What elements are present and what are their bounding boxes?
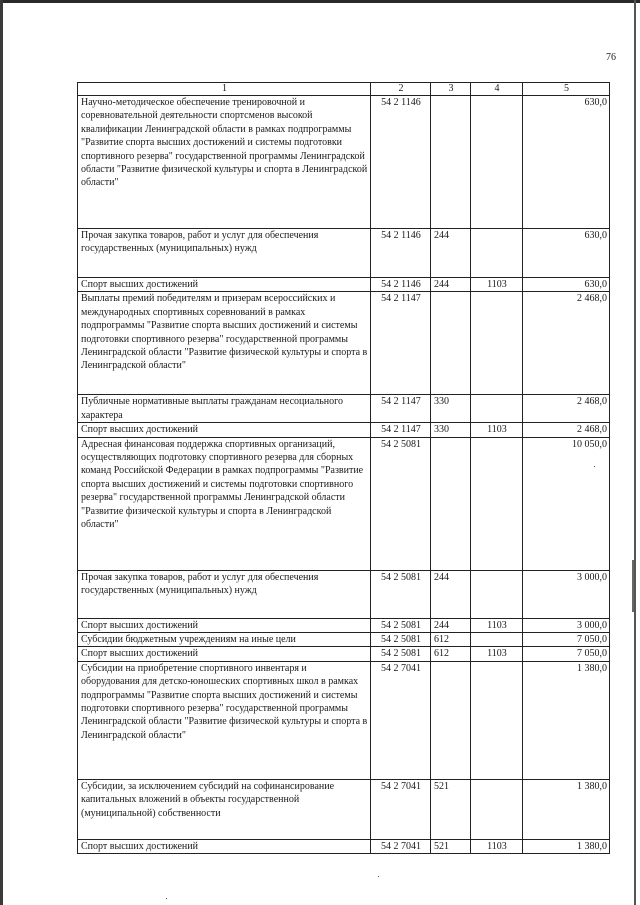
row-name: Публичные нормативные выплаты гражданам несоциального характера bbox=[78, 395, 371, 423]
table-row bbox=[78, 292, 610, 395]
row-target-code: 54 2 5081 bbox=[371, 633, 431, 647]
row-section bbox=[471, 229, 523, 278]
row-expense-type: 244 bbox=[431, 229, 471, 278]
row-amount: 2 468,0 bbox=[523, 395, 610, 423]
row-amount: 3 000,0 bbox=[523, 618, 610, 632]
row-expense-type: 521 bbox=[431, 779, 471, 839]
row-amount: 1 380,0 bbox=[523, 661, 610, 779]
row-name: Прочая закупка товаров, работ и услуг для обеспечения государственных (муниципальных) нужд bbox=[78, 229, 371, 278]
row-expense-type: 612 bbox=[431, 633, 471, 647]
row-section: 1103 bbox=[471, 618, 523, 632]
row-target-code: 54 2 5081 bbox=[371, 647, 431, 661]
row-expense-type bbox=[431, 437, 471, 570]
table-row bbox=[78, 779, 610, 839]
scan-artifact-mark bbox=[632, 560, 634, 612]
row-expense-type: 330 bbox=[431, 395, 471, 423]
row-name: Спорт высших достижений bbox=[78, 618, 371, 632]
scan-speck bbox=[166, 898, 167, 899]
scan-speck bbox=[378, 876, 379, 877]
table-row bbox=[78, 570, 610, 618]
row-section: 1103 bbox=[471, 423, 523, 437]
row-amount: 10 050,0 bbox=[523, 437, 610, 570]
row-amount: 1 380,0 bbox=[523, 839, 610, 853]
row-target-code: 54 2 5081 bbox=[371, 437, 431, 570]
row-target-code: 54 2 7041 bbox=[371, 839, 431, 853]
row-amount: 630,0 bbox=[523, 229, 610, 278]
row-amount: 1 380,0 bbox=[523, 779, 610, 839]
row-expense-type bbox=[431, 661, 471, 779]
row-name: Адресная финансовая поддержка спортивных организаций, осуществляющих подготовку спортивного резерва для сборных команд Российской Федерации в рамках подпрограммы "Развитие спорта высших достижений и системы подготовки спортивного резерва" государственной программы Ленинградской области "Развитие физической культуры и спорта в Ленинградской области" bbox=[78, 437, 371, 570]
column-header-expense-type: 3 bbox=[431, 83, 471, 96]
row-name: Научно-методическое обеспечение тренировочной и соревновательной деятельности спортсменов высокой квалификации Ленинградской области в рамках подпрограммы "Развитие спорта высших достижений и системы подготовки спортивного резерва" государственной программы Ленинградской области "Развитие физической культуры и спорта в Ленинградской области" bbox=[78, 96, 371, 229]
row-name: Спорт высших достижений bbox=[78, 647, 371, 661]
table-row bbox=[78, 278, 610, 292]
table-row bbox=[78, 839, 610, 853]
scan-border-top bbox=[0, 0, 640, 3]
row-target-code: 54 2 1146 bbox=[371, 229, 431, 278]
row-expense-type: 612 bbox=[431, 647, 471, 661]
row-target-code: 54 2 1147 bbox=[371, 423, 431, 437]
row-section: 1103 bbox=[471, 278, 523, 292]
row-amount: 7 050,0 bbox=[523, 647, 610, 661]
row-amount: 2 468,0 bbox=[523, 292, 610, 395]
row-section bbox=[471, 633, 523, 647]
column-header-amount: 5 bbox=[523, 83, 610, 96]
row-target-code: 54 2 5081 bbox=[371, 618, 431, 632]
table-row bbox=[78, 423, 610, 437]
row-expense-type: 330 bbox=[431, 423, 471, 437]
row-section: 1103 bbox=[471, 839, 523, 853]
table-row bbox=[78, 395, 610, 423]
column-header-name: 1 bbox=[78, 83, 371, 96]
row-name: Прочая закупка товаров, работ и услуг для обеспечения государственных (муниципальных) нужд bbox=[78, 570, 371, 618]
row-name: Субсидии бюджетным учреждениям на иные цели bbox=[78, 633, 371, 647]
table-row bbox=[78, 229, 610, 278]
row-name: Спорт высших достижений bbox=[78, 423, 371, 437]
row-amount: 630,0 bbox=[523, 278, 610, 292]
column-header-section: 4 bbox=[471, 83, 523, 96]
row-target-code: 54 2 5081 bbox=[371, 570, 431, 618]
row-target-code: 54 2 1147 bbox=[371, 395, 431, 423]
row-expense-type bbox=[431, 292, 471, 395]
row-name: Спорт высших достижений bbox=[78, 278, 371, 292]
row-name: Субсидии на приобретение спортивного инвентаря и оборудования для детско-юношеских спортивных школ в рамках подпрограммы "Развитие спорта высших достижений и системы подготовки спортивного резерва" государственной программы Ленинградской области "Развитие физической культуры и спорта в Ленинградской области" bbox=[78, 661, 371, 779]
table-row bbox=[78, 661, 610, 779]
row-expense-type: 244 bbox=[431, 570, 471, 618]
row-section bbox=[471, 437, 523, 570]
row-expense-type: 244 bbox=[431, 618, 471, 632]
row-name: Выплаты премий победителям и призерам всероссийских и международных спортивных соревнований в рамках подпрограммы "Развитие спорта высших достижений и системы подготовки спортивного резерва" государственной программы Ленинградской области "Развитие физической культуры и спорта в Ленинградской области" bbox=[78, 292, 371, 395]
row-section bbox=[471, 661, 523, 779]
row-expense-type bbox=[431, 96, 471, 229]
table-header-row bbox=[78, 83, 610, 96]
row-target-code: 54 2 7041 bbox=[371, 779, 431, 839]
row-expense-type: 521 bbox=[431, 839, 471, 853]
row-target-code: 54 2 1146 bbox=[371, 278, 431, 292]
row-amount: 2 468,0 bbox=[523, 423, 610, 437]
column-header-target-code: 2 bbox=[371, 83, 431, 96]
scan-border-right bbox=[634, 0, 636, 905]
row-section bbox=[471, 570, 523, 618]
row-name: Спорт высших достижений bbox=[78, 839, 371, 853]
row-section: 1103 bbox=[471, 647, 523, 661]
row-section bbox=[471, 779, 523, 839]
budget-table bbox=[77, 82, 610, 854]
row-target-code: 54 2 1146 bbox=[371, 96, 431, 229]
table-row bbox=[78, 633, 610, 647]
row-name: Субсидии, за исключением субсидий на софинансирование капитальных вложений в объекты государственной (муниципальной) собственности bbox=[78, 779, 371, 839]
row-target-code: 54 2 7041 bbox=[371, 661, 431, 779]
row-amount: 3 000,0 bbox=[523, 570, 610, 618]
row-target-code: 54 2 1147 bbox=[371, 292, 431, 395]
row-amount: 630,0 bbox=[523, 96, 610, 229]
table-row bbox=[78, 96, 610, 229]
page-number: 76 bbox=[606, 52, 616, 63]
row-amount: 7 050,0 bbox=[523, 633, 610, 647]
scan-border-left bbox=[0, 0, 3, 905]
row-section bbox=[471, 395, 523, 423]
table-row bbox=[78, 647, 610, 661]
table-row bbox=[78, 437, 610, 570]
row-expense-type: 244 bbox=[431, 278, 471, 292]
row-section bbox=[471, 292, 523, 395]
row-section bbox=[471, 96, 523, 229]
table-row bbox=[78, 618, 610, 632]
